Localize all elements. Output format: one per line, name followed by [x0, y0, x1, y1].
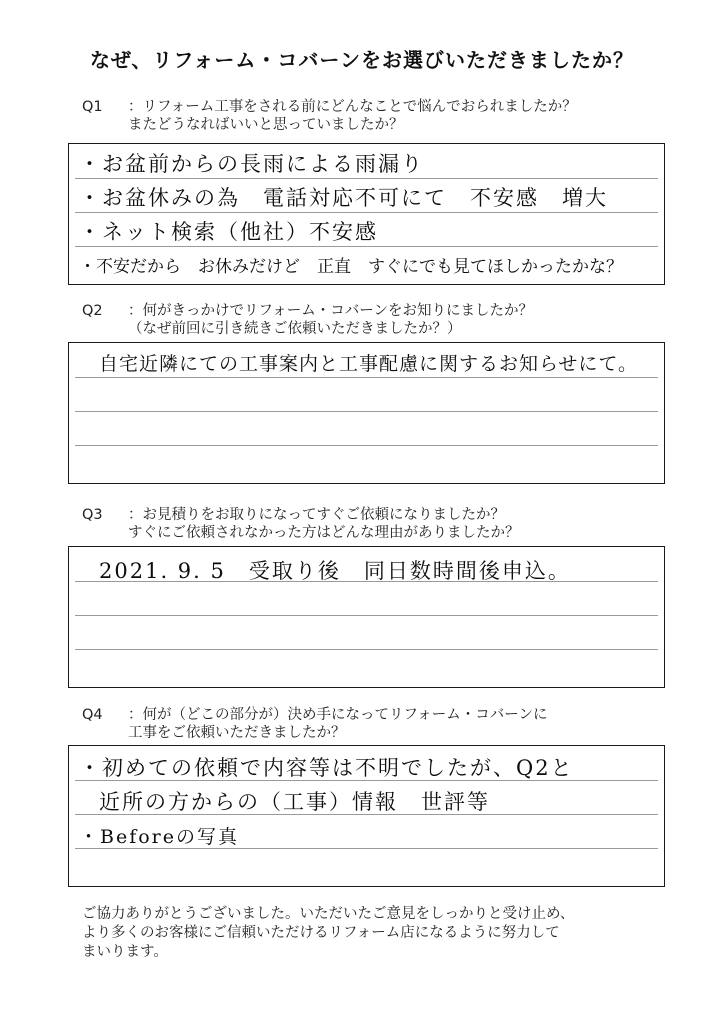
ruled-line: [75, 246, 658, 247]
closing-line: より多くのお客様にご信頼いただけるリフォーム店になるように努力して: [82, 925, 560, 941]
ruled-line: [75, 615, 658, 616]
question-text-line2: すぐにご依頼されなかった方はどんな理由がありましたか？: [128, 525, 520, 541]
question-text-line1: ：リフォーム工事をされる前にどんなことで悩んでおられましたか？: [128, 99, 577, 115]
question-text-line1: ：何が（どこの部分が）決め手になってリフォーム・コバーンに: [128, 707, 548, 723]
question-text-line2: （なぜ前回に引き続きご依頼いただきましたか？）: [128, 321, 462, 337]
handwritten-answer: 2021. 9. 5 受取り後 同日数時間後申込。: [99, 559, 571, 583]
ruled-line: [75, 411, 658, 412]
handwritten-answer: ・Beforeの写真: [79, 826, 240, 848]
answer-box-3: [68, 546, 665, 688]
question-number: Q3: [82, 507, 103, 523]
question-number: Q2: [82, 303, 103, 319]
closing-line: まいります。: [82, 944, 168, 960]
question-4: [82, 706, 547, 742]
handwritten-answer: 近所の方からの（工事）情報 世評等: [99, 790, 490, 814]
handwritten-answer: ・お盆休みの為 電話対応不可にて 不安感 増大: [79, 186, 608, 210]
page-title: なぜ、リフォーム・コバーンをお選びいただきましたか？: [90, 48, 634, 72]
ruled-line: [75, 212, 658, 213]
ruled-line: [75, 649, 658, 650]
handwritten-answer: ・ネット検索（他社）不安感: [79, 220, 378, 244]
answer-box-1: [68, 143, 665, 285]
question-2: [82, 302, 533, 338]
question-text-line1: ：お見積りをお取りになってすぐご依頼になりましたか？: [128, 507, 505, 523]
question-text-line1: ：何がきっかけでリフォーム・コバーンをお知りにましたか？: [128, 303, 533, 319]
closing-message: [82, 905, 662, 962]
question-number: Q4: [82, 707, 103, 723]
ruled-line: [75, 178, 658, 179]
handwritten-answer: 自宅近隣にての工事案内と工事配慮に関するお知らせにて。: [99, 353, 639, 375]
handwritten-answer: ・不安だから お休みだけど 正直 すぐにでも見てほしかったかな？: [79, 257, 623, 277]
answer-box-2: [68, 342, 665, 484]
handwritten-answer: ・初めての依頼で内容等は不明でしたが、Q2と: [79, 756, 574, 780]
handwritten-answer: ・お盆前からの長雨による雨漏り: [79, 152, 424, 176]
answer-box-4: [68, 745, 665, 887]
question-text-line2: またどうなればいいと思っていましたか？: [128, 117, 404, 133]
question-1: [82, 98, 577, 134]
question-3: [82, 506, 520, 542]
question-text-line2: 工事をご依頼いただきましたか？: [128, 725, 346, 741]
question-number: Q1: [82, 99, 103, 115]
ruled-line: [75, 445, 658, 446]
ruled-line: [75, 377, 658, 378]
closing-line: ご協力ありがとうございました。いただいたご意見をしっかりと受け止め、: [82, 906, 575, 922]
